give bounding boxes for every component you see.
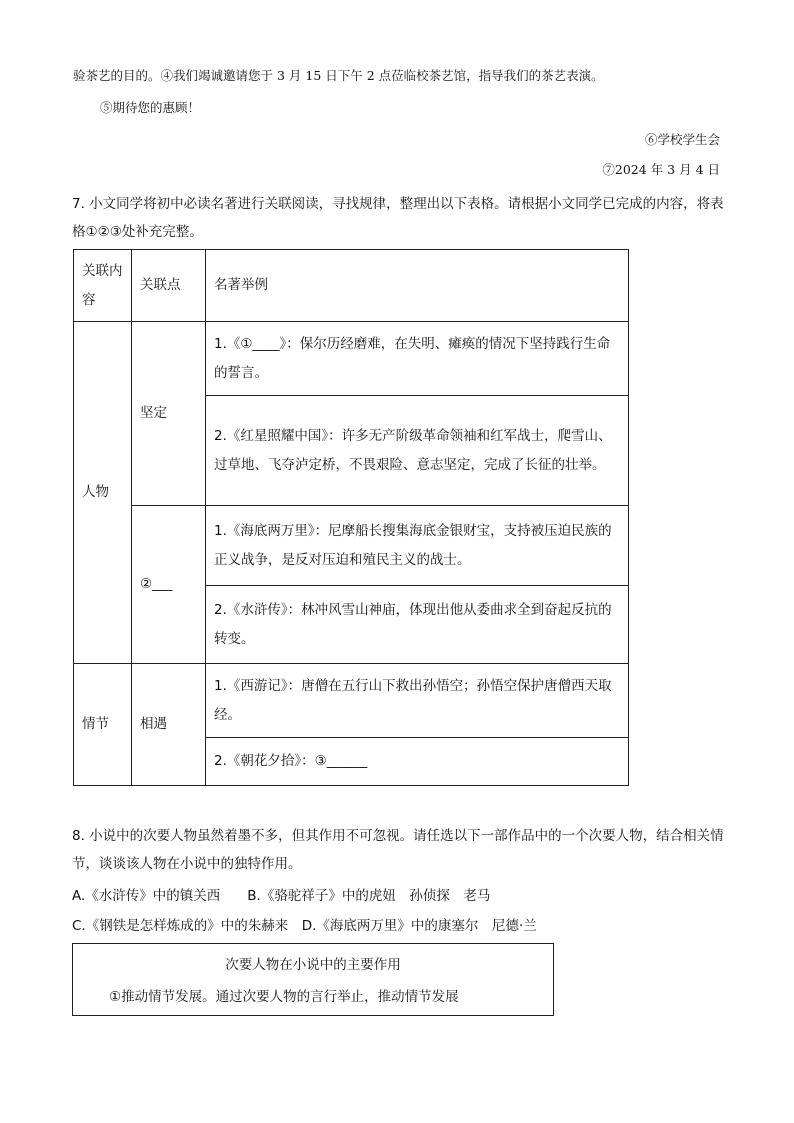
association-table	[73, 249, 629, 786]
letter-signature: ⑥学校学生会	[644, 132, 720, 147]
group-person: 人物	[74, 322, 132, 664]
example-row-1: 1.《①____》：保尔历经磨难，在失明、瘫痪的情况下坚持践行生命的誓言。	[206, 322, 629, 396]
answer-box-line: ①推动情节发展。通过次要人物的言行举止，推动情节发展	[109, 989, 459, 1005]
question-8: 8. 小说中的次要人物虽然着墨不多，但其作用不可忽视。请任选以下一部作品中的一个次要人物，结合相关情节，谈谈该人物在小说中的独特作用。	[72, 828, 724, 872]
header-point: 关联点	[132, 250, 206, 322]
example-row-2: 2.《红星照耀中国》：许多无产阶级革命领袖和红军战士，爬雪山、过草地、飞夺泸定桥，不畏艰险、意志坚定，完成了长征的壮举。	[206, 396, 629, 506]
example-row-3: 1.《海底两万里》：尼摩船长搜集海底金银财宝，支持被压迫民族的正义战争，是反对压迫和殖民主义的战士。	[206, 506, 629, 586]
example-row-4: 2.《水浒传》：林冲风雪山神庙，体现出他从委曲求全到奋起反抗的转变。	[206, 586, 629, 664]
point-meet: 相遇	[132, 664, 206, 786]
letter-line-1: 验茶艺的目的。④我们竭诚邀请您于 3 月 15 日下午 2 点莅临校茶艺馆，指导我们的茶艺表演。	[73, 68, 604, 83]
letter-date: ⑦2024 年 3 月 4 日	[602, 162, 720, 177]
point-firm: 坚定	[132, 322, 206, 506]
header-content: 关联内容	[74, 250, 132, 322]
group-plot: 情节	[74, 664, 132, 786]
example-row-5: 1.《西游记》：唐僧在五行山下救出孙悟空；孙悟空保护唐僧西天取经。	[206, 664, 629, 738]
answer-box-title: 次要人物在小说中的主要作用	[225, 957, 401, 973]
header-examples: 名著举例	[206, 250, 629, 322]
question-7: 7. 小文同学将初中必读名著进行关联阅读，寻找规律，整理出以下表格。请根据小文同学已完成的内容，将表格①②③处补充完整。	[72, 196, 724, 240]
letter-line-2: ⑤期待您的惠顾！	[100, 100, 201, 115]
example-row-6: 2.《朝花夕拾》：③______	[206, 738, 629, 786]
options-cd: C.《钢铁是怎样炼成的》中的朱赫来 D.《海底两万里》中的康塞尔 尼德·兰	[72, 918, 537, 934]
point-blank: ②___	[132, 506, 206, 664]
options-ab: A.《水浒传》中的镇关西 B.《骆驼祥子》中的虎妞 孙侦探 老马	[72, 888, 491, 904]
answer-box	[72, 943, 554, 1016]
